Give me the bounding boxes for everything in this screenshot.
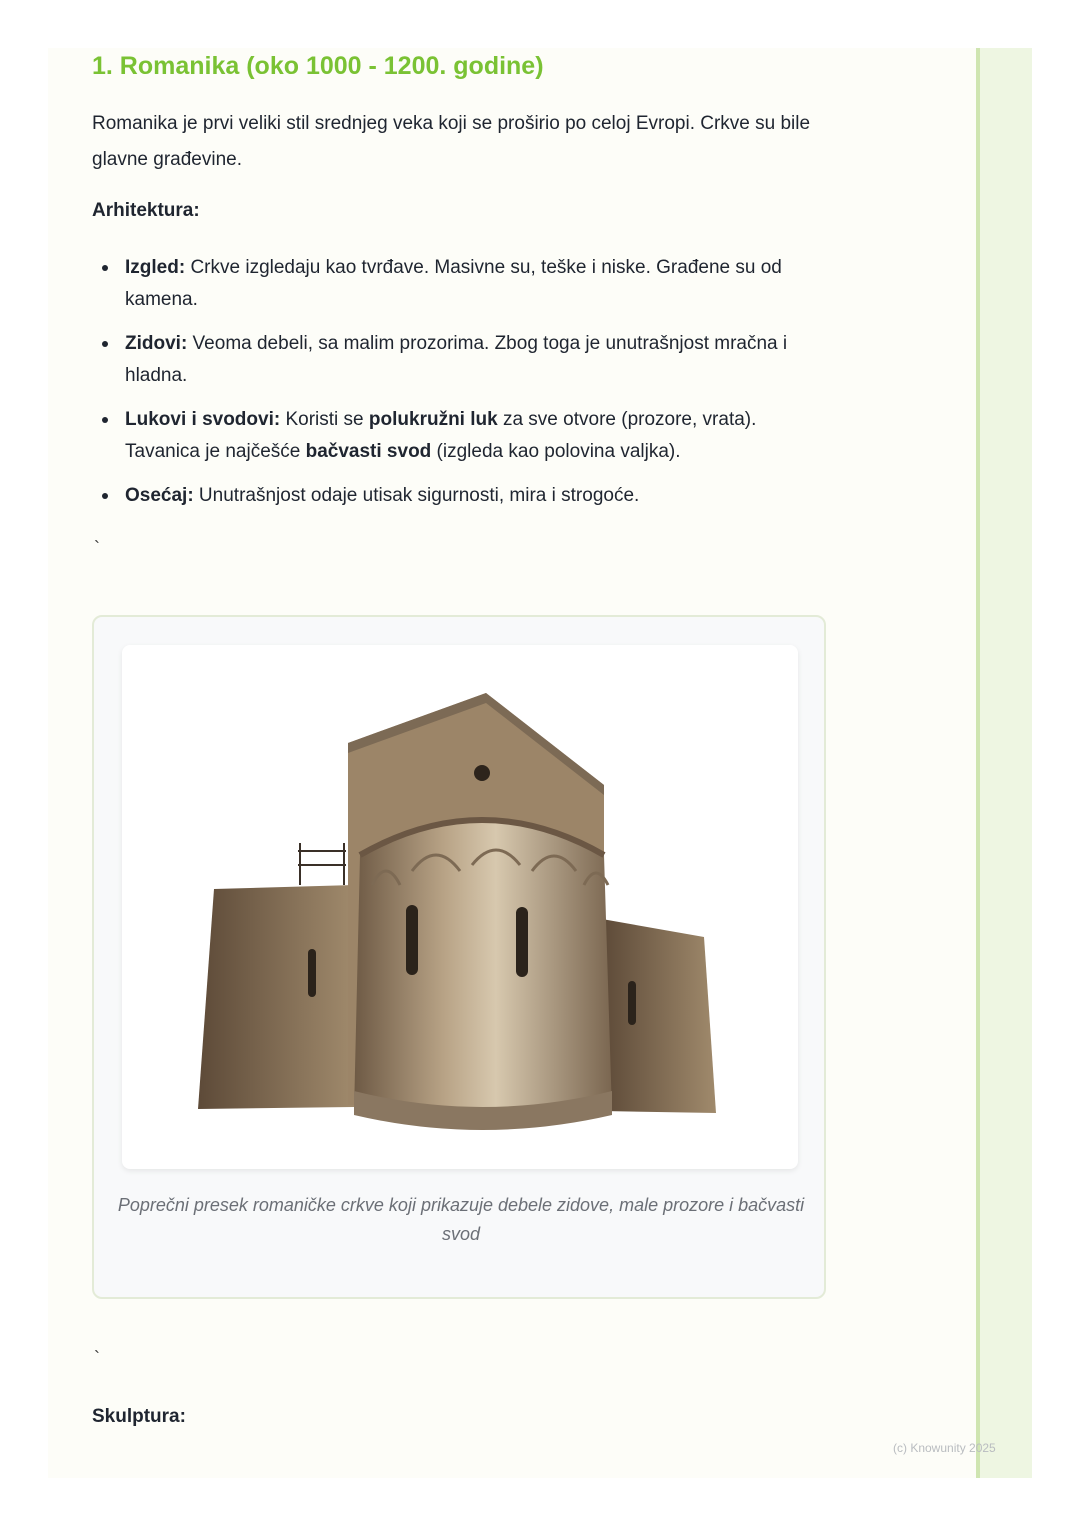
- copyright-footer: (c) Knowunity 2025: [893, 1441, 996, 1455]
- list-item: Osećaj: Unutrašnjost odaje utisak sigurnosti, mira i strogoće.: [92, 480, 832, 512]
- figure-box: [92, 615, 826, 1299]
- figure-image-card: [122, 645, 798, 1169]
- page-side-strip: [976, 48, 1032, 1478]
- sculpture-heading: Skulptura:: [92, 1406, 186, 1427]
- romanesque-church-icon: [122, 645, 798, 1169]
- architecture-list: [92, 252, 832, 524]
- backtick-mark: `: [94, 1348, 100, 1368]
- figure-caption: Poprečni presek romaničke crkve koji prikazuje debele zidove, male prozore i bačvasti svod: [117, 1195, 805, 1244]
- intro-paragraph: Romanika je prvi veliki stil srednjeg veka koji se proširio po celoj Evropi. Crkve su bile glavne građevine.: [92, 113, 811, 170]
- section-title: 1. Romanika (oko 1000 - 1200. godine): [92, 52, 544, 80]
- list-item: Lukovi i svodovi: Koristi se polukružni luk za sve otvore (prozore, vrata). Tavanica je najčešće bačvasti svod (izgleda kao polovina valjka).: [92, 404, 832, 468]
- backtick-mark: `: [94, 538, 100, 558]
- list-item: Zidovi: Veoma debeli, sa malim prozorima. Zbog toga je unutrašnjost mračna i hladna.: [92, 328, 832, 392]
- list-item: Izgled: Crkve izgledaju kao tvrđave. Masivne su, teške i niske. Građene su od kamena.: [92, 252, 832, 316]
- document-page: [48, 48, 976, 1478]
- architecture-heading: Arhitektura:: [92, 200, 200, 221]
